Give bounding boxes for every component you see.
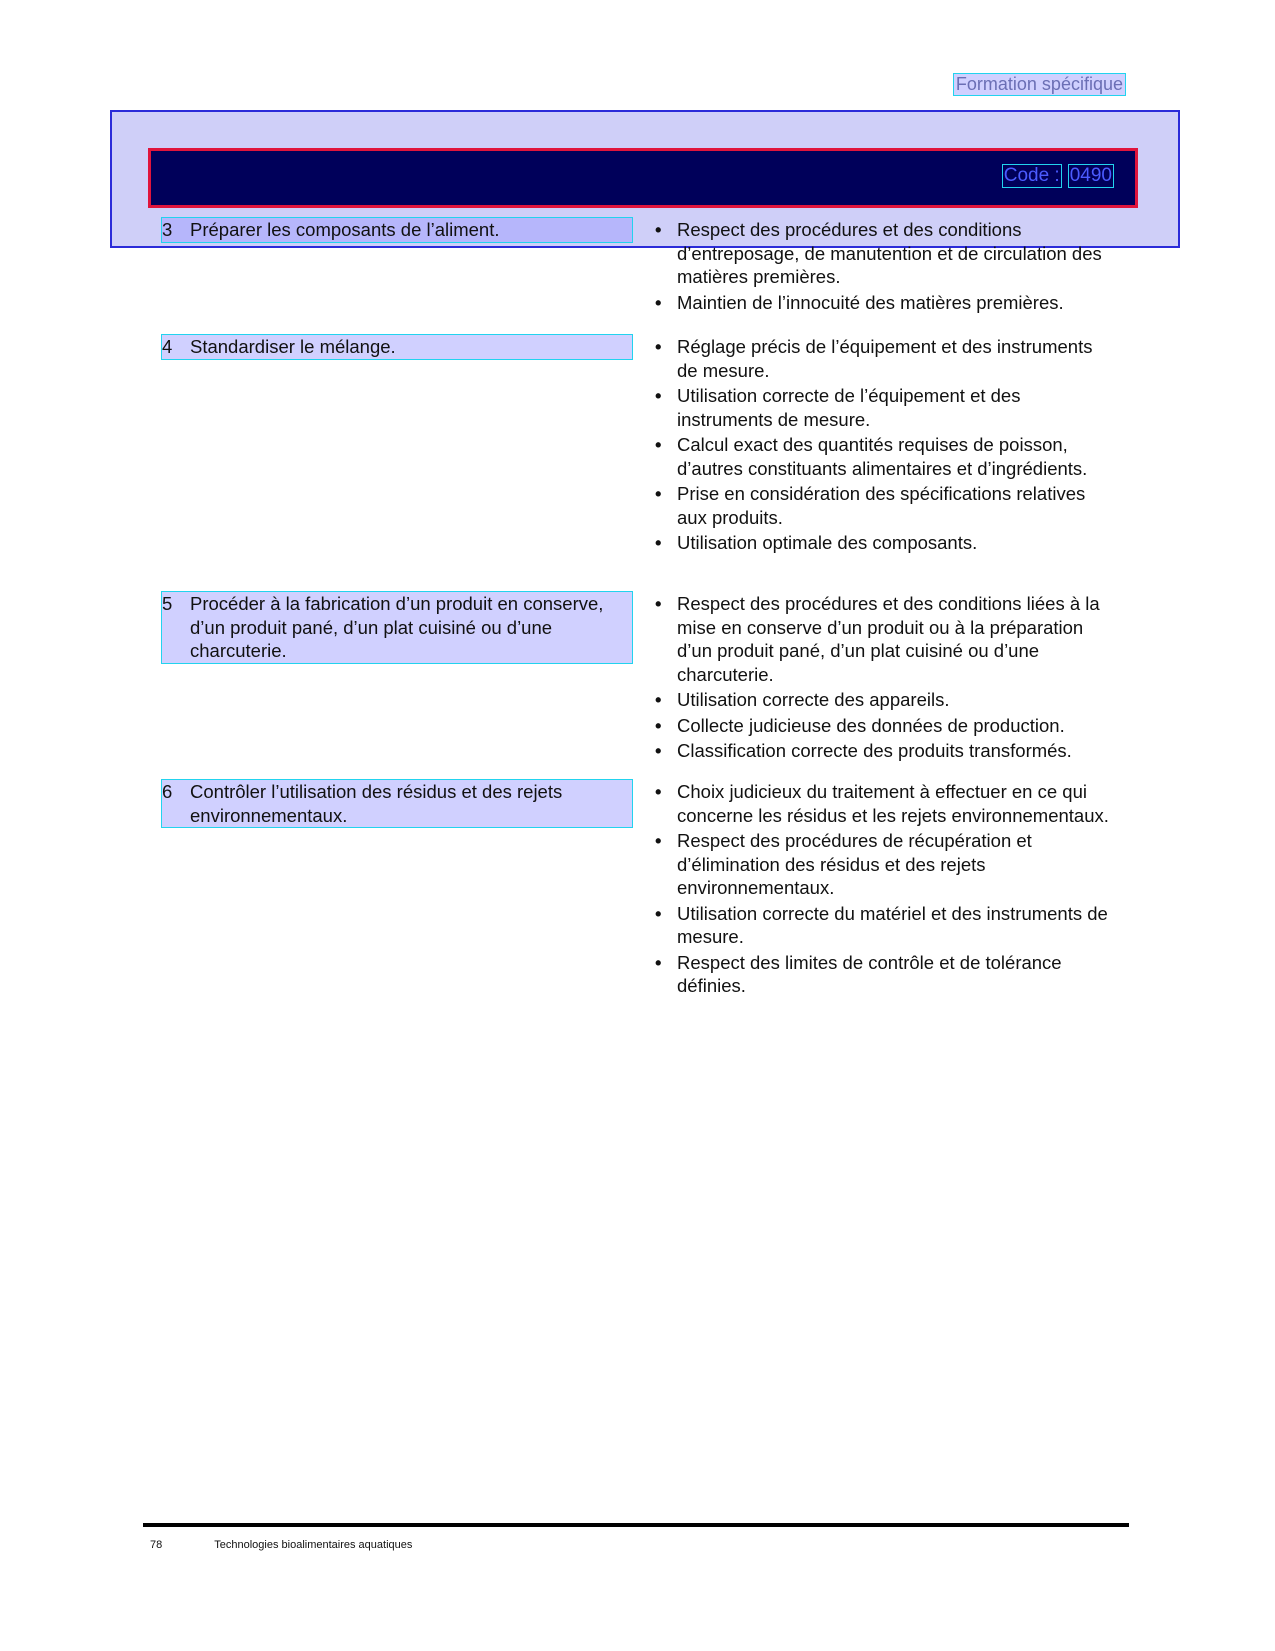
criterion-text: Utilisation correcte des appareils. <box>677 689 950 710</box>
criterion-item: • Respect des procédures et des conditions liées à la mise en conserve d’un produit ou à la préparation d’un produit pané, d’un plat cuisiné ou d’une charcuterie. <box>655 592 1115 686</box>
element-number: 5 <box>162 593 173 614</box>
section-header: Formation spécifique <box>955 74 1123 94</box>
criterion-text: Respect des procédures et des conditions d’entreposage, de manutention et de circulation des matières premières. <box>677 219 1102 287</box>
criterion-item: • Maintien de l’innocuité des matières premières. <box>655 291 1115 315</box>
criterion-item: • Prise en considération des spécifications relatives aux produits. <box>655 482 1115 529</box>
code-banner <box>148 148 1138 208</box>
criterion-item: • Collecte judicieuse des données de production. <box>655 714 1115 738</box>
criterion-item: • Calcul exact des quantités requises de poisson, d’autres constituants alimentaires et d’ingrédients. <box>655 433 1115 480</box>
criterion-text: Choix judicieux du traitement à effectuer en ce qui concerne les résidus et les rejets environnementaux. <box>677 781 1109 826</box>
element-text: Contrôler l’utilisation des résidus et des rejets environnementaux. <box>190 781 563 826</box>
criterion-item: • Respect des procédures de récupération et d’élimination des résidus et des rejets environnementaux. <box>655 829 1115 900</box>
criterion-text: Utilisation correcte de l’équipement et des instruments de mesure. <box>677 385 1021 430</box>
criteria-list <box>655 335 1115 557</box>
element-cell <box>162 592 632 663</box>
criterion-text: Respect des limites de contrôle et de tolérance définies. <box>677 951 1062 996</box>
element-text: Procéder à la fabrication d’un produit en conserve, d’un produit pané, d’un plat cuisiné ou d’une charcuterie. <box>190 593 604 661</box>
criterion-text: Classification correcte des produits transformés. <box>677 740 1072 761</box>
element-cell <box>162 780 632 827</box>
criterion-text: Maintien de l’innocuité des matières premières. <box>677 291 1064 313</box>
criterion-item: • Utilisation correcte des appareils. <box>655 688 1115 712</box>
document-title: Technologies bioalimentaires aquatiques <box>214 1539 413 1551</box>
footer-divider <box>143 1523 1129 1527</box>
element-cell <box>162 335 632 359</box>
page-footer <box>150 1539 412 1551</box>
code-value: 0490 <box>1069 165 1112 186</box>
code-label: Code : <box>1003 165 1060 186</box>
criterion-text: Réglage précis de l’équipement et des instruments de mesure. <box>677 336 1093 381</box>
criteria-list <box>655 780 1115 1000</box>
element-cell <box>162 218 632 242</box>
criterion-item: • Respect des limites de contrôle et de tolérance définies. <box>655 951 1115 998</box>
element-text: Préparer les composants de l’aliment. <box>190 219 500 240</box>
criterion-item: • Respect des procédures et des conditions d’entreposage, de manutention et de circulation des matières premières. <box>655 218 1115 289</box>
criterion-text: Prise en considération des spécifications relatives aux produits. <box>677 483 1086 528</box>
criterion-item: • Choix judicieux du traitement à effectuer en ce qui concerne les résidus et les rejets environnementaux. <box>655 780 1115 827</box>
criterion-text: Respect des procédures et des conditions liées à la mise en conserve d’un produit ou à la préparation d’un produit pané, d’un plat cuisiné ou d’une charcuterie. <box>677 593 1100 685</box>
code-label-group <box>1003 165 1113 187</box>
criterion-item: • Classification correcte des produits transformés. <box>655 739 1115 763</box>
criterion-item: • Utilisation correcte de l’équipement et des instruments de mesure. <box>655 384 1115 431</box>
criterion-text: Collecte judicieuse des données de production. <box>677 714 1065 736</box>
criterion-text: Calcul exact des quantités requises de poisson, d’autres constituants alimentaires et d’ingrédients. <box>677 434 1088 479</box>
element-text: Standardiser le mélange. <box>190 336 396 357</box>
criterion-text: Utilisation correcte du matériel et des instruments de mesure. <box>677 902 1108 947</box>
criterion-item: • Réglage précis de l’équipement et des instruments de mesure. <box>655 335 1115 382</box>
element-number: 4 <box>162 336 173 357</box>
criterion-text: Respect des procédures de récupération et d’élimination des résidus et des rejets environnementaux. <box>677 830 1032 898</box>
element-number: 6 <box>162 781 173 802</box>
criterion-item: • Utilisation optimale des composants. <box>655 531 1115 555</box>
criterion-item: • Utilisation correcte du matériel et des instruments de mesure. <box>655 902 1115 949</box>
criteria-list <box>655 218 1115 316</box>
criterion-text: Utilisation optimale des composants. <box>677 532 978 553</box>
criteria-list <box>655 592 1115 765</box>
page-number: 78 <box>150 1539 163 1551</box>
element-number: 3 <box>162 219 173 240</box>
